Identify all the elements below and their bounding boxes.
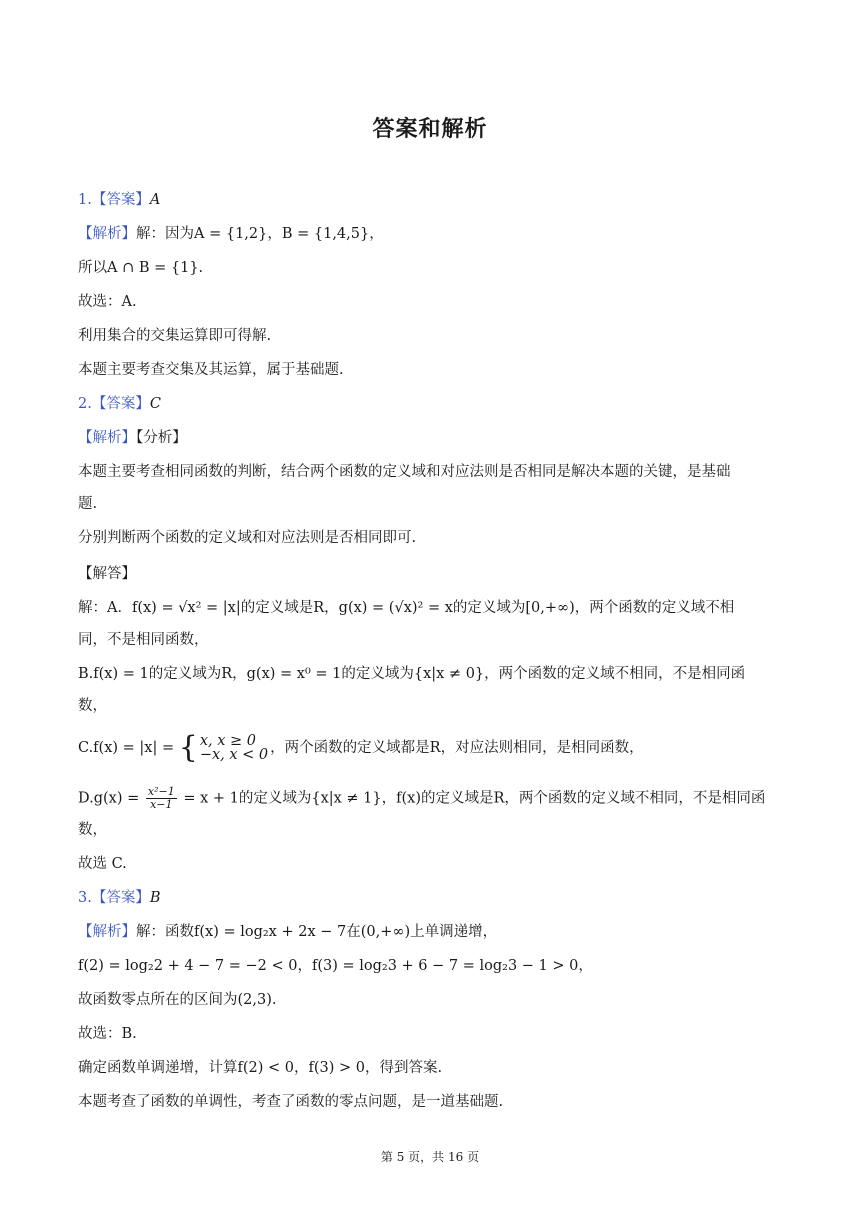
q2-text-line-2: 题. bbox=[78, 496, 98, 512]
q3-analysis-line-3: 故函数零点所在的区间为(2,3). bbox=[78, 992, 277, 1008]
q2-text-line-4: 解：A．f(x) = √x² = |x|的定义域是R，g(x) = (√x)² = x的定义域为[0,+∞)，两个函数的定义域不相 bbox=[78, 600, 735, 616]
q2-line9-prefix: D.g(x) = bbox=[78, 790, 140, 807]
q3-analysis-tag: 【解析】 bbox=[78, 924, 136, 940]
q2-text-line-10: 数， bbox=[78, 822, 107, 838]
q3-analysis-line-1 bbox=[78, 922, 778, 942]
fraction-numerator: x²−1 bbox=[147, 785, 175, 798]
q1-analysis-tag: 【解析】 bbox=[78, 226, 136, 242]
q2-answer bbox=[78, 394, 778, 414]
q1-answer bbox=[78, 190, 778, 210]
q2-analysis-heading bbox=[78, 428, 778, 448]
q1-text: 解：因为A = {1,2}，B = {1,4,5}， bbox=[136, 226, 384, 242]
q2-text-line-1: 本题主要考查相同函数的判断，结合两个函数的定义域和对应法则是否相同是解决本题的关键，是基础 bbox=[78, 464, 731, 480]
page-title: 答案和解析 bbox=[372, 117, 488, 142]
q2-text-line-8 bbox=[78, 730, 778, 765]
q1-analysis-line-1 bbox=[78, 224, 778, 244]
q1-analysis-line-4: 利用集合的交集运算即可得解. bbox=[78, 328, 272, 344]
q3-text: 解：函数f(x) = log₂x + 2x − 7在(0,+∞)上单调递增， bbox=[136, 924, 498, 940]
q3-analysis-line-5: 确定函数单调递增，计算f(2) < 0，f(3) > 0，得到答案. bbox=[78, 1060, 443, 1076]
q2-solution-tag: 【解答】 bbox=[78, 566, 136, 582]
q3-answer bbox=[78, 888, 778, 908]
q3-answer-label: 3.【答案】 bbox=[78, 890, 150, 906]
piecewise-case-1: x, x ≥ 0 bbox=[199, 733, 256, 749]
q2-text-line-11: 故选 C. bbox=[78, 856, 127, 872]
q2-line8-suffix: ，两个函数的定义域都是R，对应法则相同，是相同函数， bbox=[270, 740, 644, 756]
q1-analysis-line-5: 本题主要考查交集及其运算，属于基础题. bbox=[78, 362, 344, 378]
q1-analysis-line-2: 所以A ∩ B = {1}. bbox=[78, 260, 204, 276]
q2-text-line-3: 分别判断两个函数的定义域和对应法则是否相同即可. bbox=[78, 530, 417, 546]
q2-text-line-5: 同，不是相同函数， bbox=[78, 632, 209, 648]
q2-answer-label: 2.【答案】 bbox=[78, 396, 150, 412]
q1-analysis-line-3: 故选：A. bbox=[78, 294, 137, 310]
q1-answer-value: A bbox=[149, 192, 161, 208]
q3-analysis-line-4: 故选：B. bbox=[78, 1026, 137, 1042]
q2-text-line-7: 数， bbox=[78, 698, 107, 714]
q2-line8-prefix: C.f(x) = |x| = bbox=[78, 740, 175, 756]
q2-analysis-tag: 【解析】 bbox=[78, 430, 136, 446]
q2-line9-suffix: = x + 1的定义域为{x|x ≠ 1}，f(x)的定义域是R，两个函数的定义域不相同，不是相同函 bbox=[183, 790, 766, 807]
left-brace: { bbox=[178, 730, 198, 765]
q3-analysis-line-6: 本题考查了函数的单调性，考查了函数的零点问题，是一道基础题. bbox=[78, 1094, 504, 1110]
q2-answer-value: C bbox=[149, 396, 161, 412]
q2-text-line-6: B.f(x) = 1的定义域为R，g(x) = x⁰ = 1的定义域为{x|x ≠ 0}，两个函数的定义域不相同，不是相同函 bbox=[78, 666, 746, 682]
fraction bbox=[146, 786, 177, 811]
q3-answer-value: B bbox=[149, 890, 161, 906]
fraction-denominator: x−1 bbox=[150, 798, 173, 811]
q1-answer-label: 1.【答案】 bbox=[78, 192, 150, 208]
page-footer: 第 5 页，共 16 页 bbox=[380, 1150, 480, 1164]
piecewise-case-2: −x, x < 0 bbox=[199, 747, 269, 763]
q3-analysis-line-2: f(2) = log₂2 + 4 − 7 = −2 < 0，f(3) = log₂3 + 6 − 7 = log₂3 − 1 > 0， bbox=[78, 958, 593, 974]
q2-analysis-sub: 【分析】 bbox=[136, 430, 187, 446]
q2-text-line-9 bbox=[78, 786, 778, 811]
piecewise-cases bbox=[200, 734, 268, 762]
